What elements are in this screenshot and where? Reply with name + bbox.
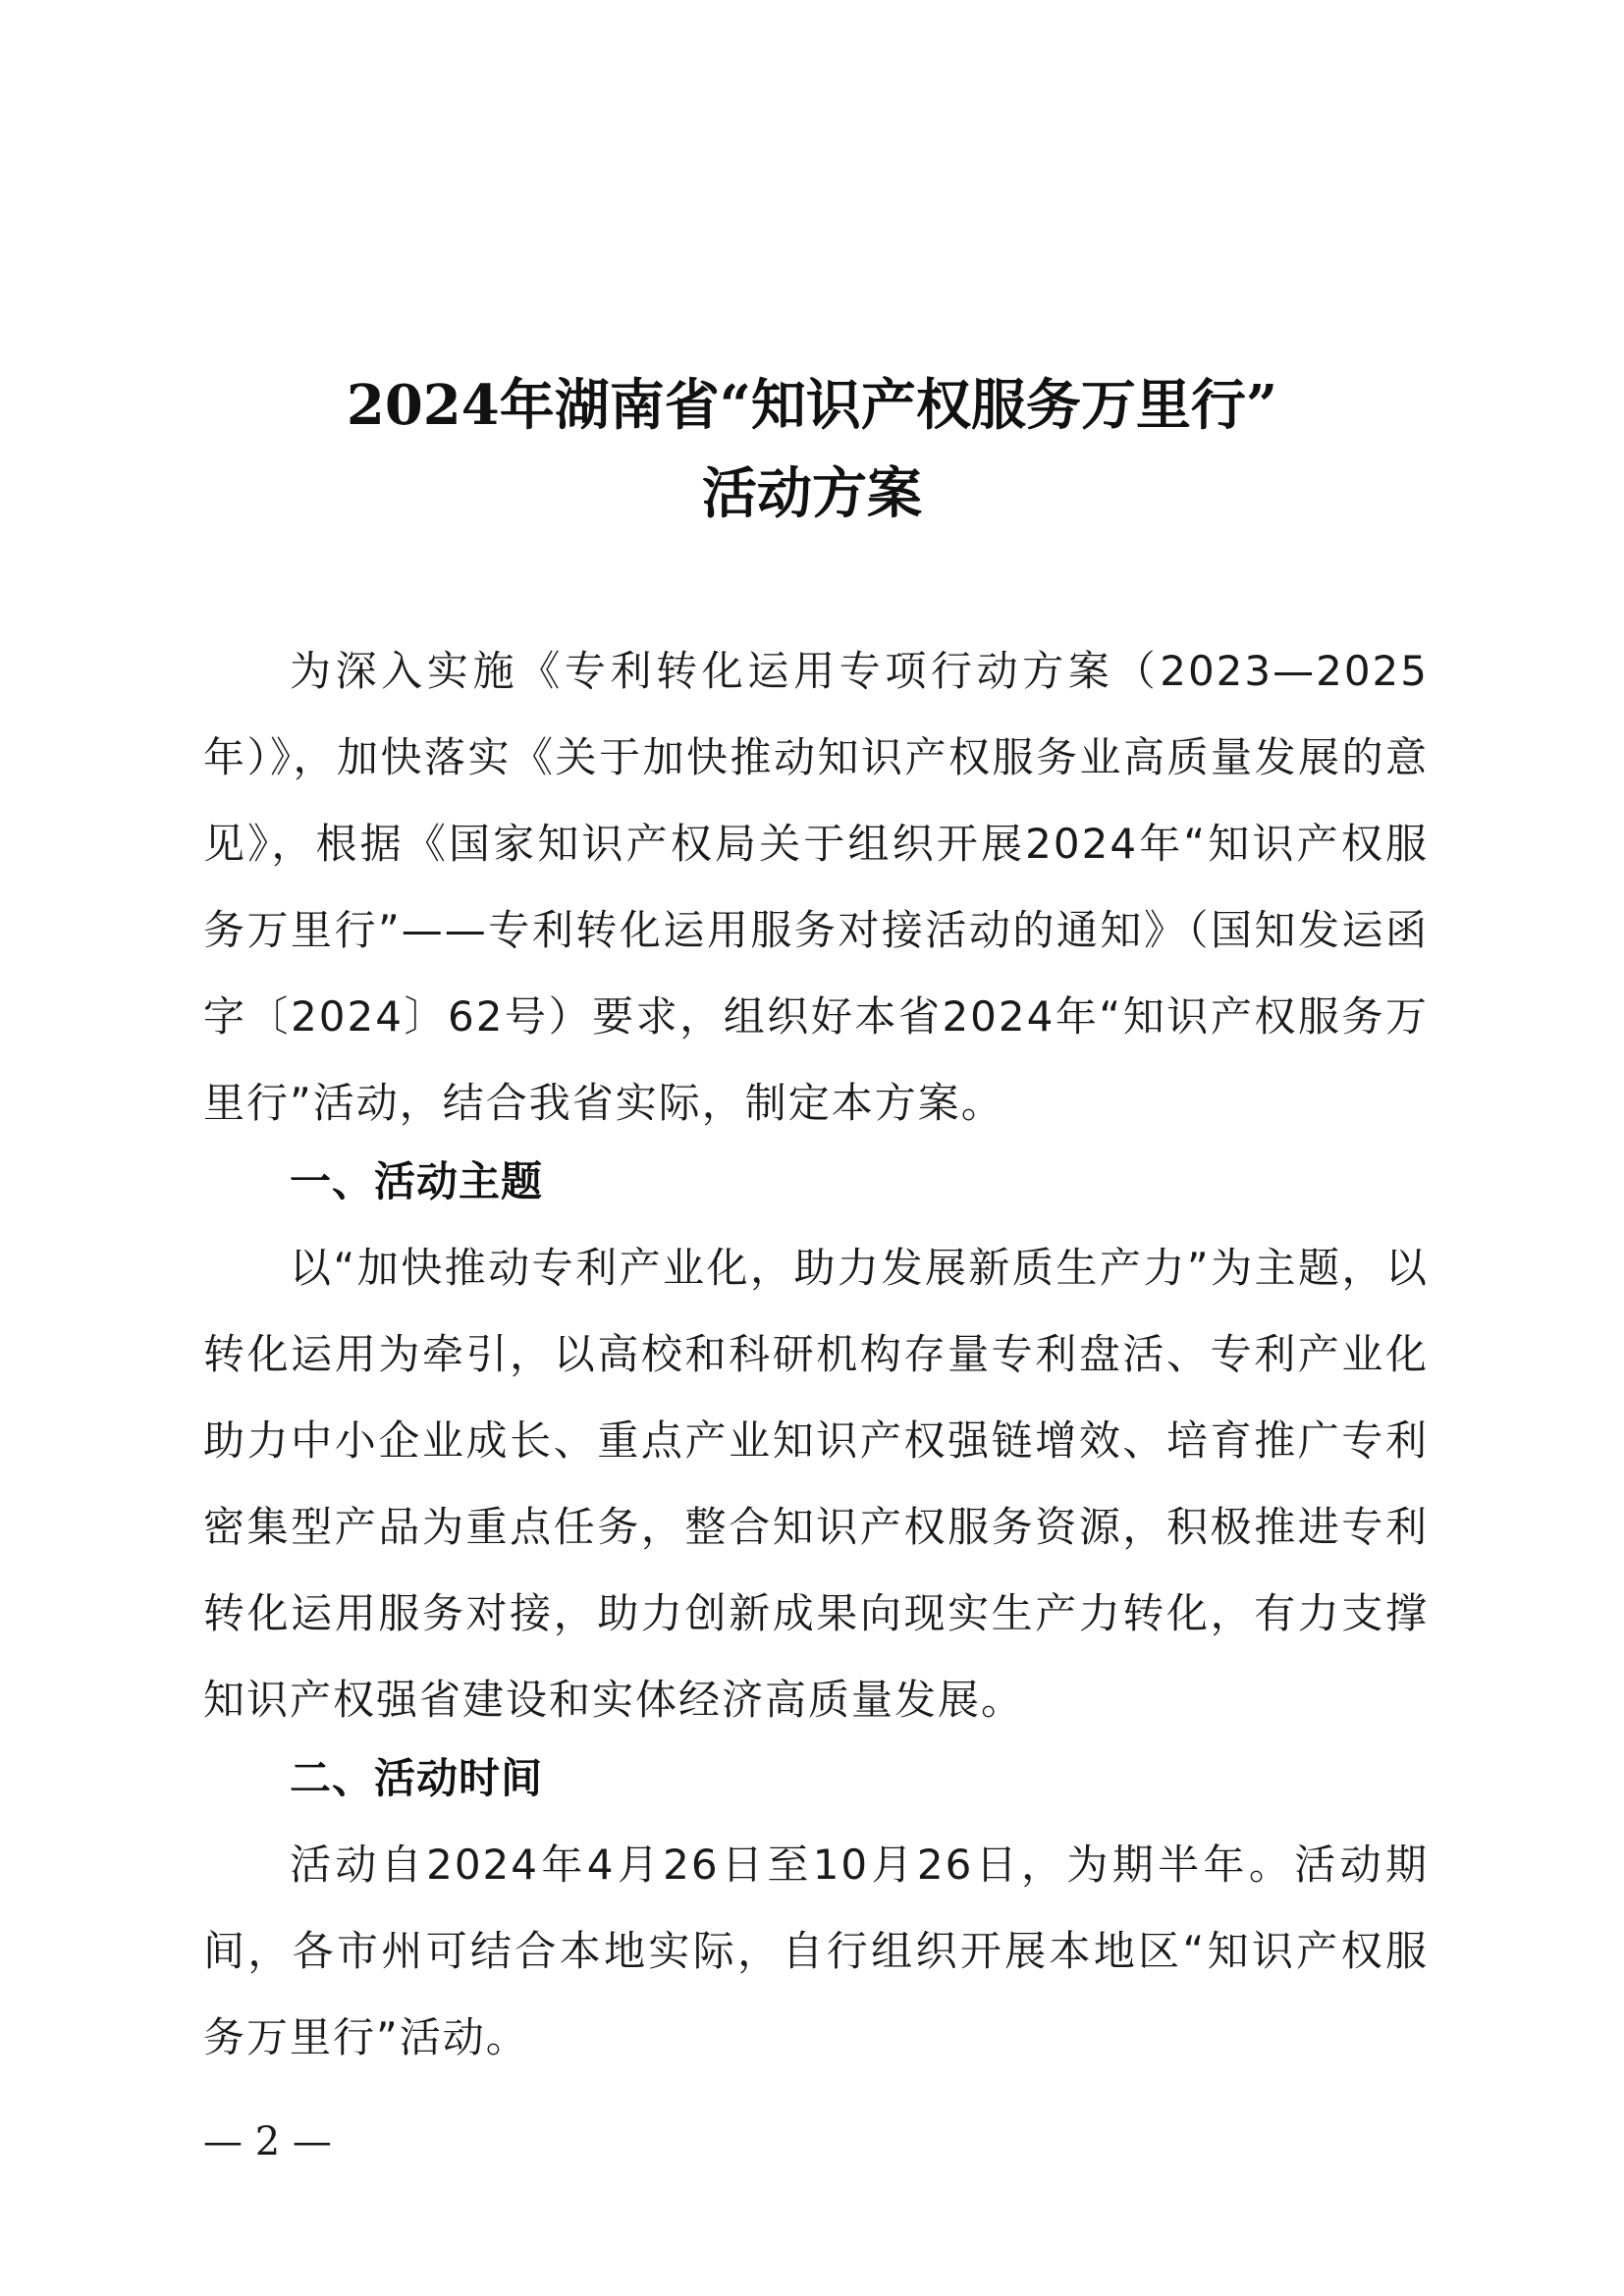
intro-paragraph: 为深入实施《专利转化运用专项行动方案（2023—2025年）》，加快落实《关于加快推动知识产权服务业高质量发展的意见》，根据《国家知识产权局关于组织开展2024年“知识产权服务万里行”——专利转化运用服务对接活动的通知》（国知发运函字〔2024〕62号）要求，组织好本省2024年“知识产权服务万里行”活动，结合我省实际，制定本方案。: [203, 647, 1429, 1127]
page-number: — 2 —: [203, 2119, 332, 2164]
document-title-line-2: 活动方案: [702, 461, 922, 526]
section-heading-theme: 一、活动主题: [290, 1157, 544, 1205]
time-paragraph: 活动自2024年4月26日至10月26日，为期半年。活动期间，各市州可结合本地实际，自行组织开展本地区“知识产权服务万里行”活动。: [203, 1841, 1429, 2061]
theme-paragraph: 以“加快推动专利产业化，助力发展新质生产力”为主题，以转化运用为牵引，以高校和科研机构存量专利盘活、专利产业化助力中小企业成长、重点产业知识产权强链增效、培育推广专利密集型产品为重点任务，整合知识产权服务资源，积极推进专利转化运用服务对接，助力创新成果向现实生产力转化，有力支撑知识产权强省建设和实体经济高质量发展。: [203, 1244, 1429, 1724]
section-heading-time: 二、活动时间: [290, 1754, 544, 1802]
document-title-line-1: 2024年湖南省“知识产权服务万里行”: [346, 373, 1278, 438]
